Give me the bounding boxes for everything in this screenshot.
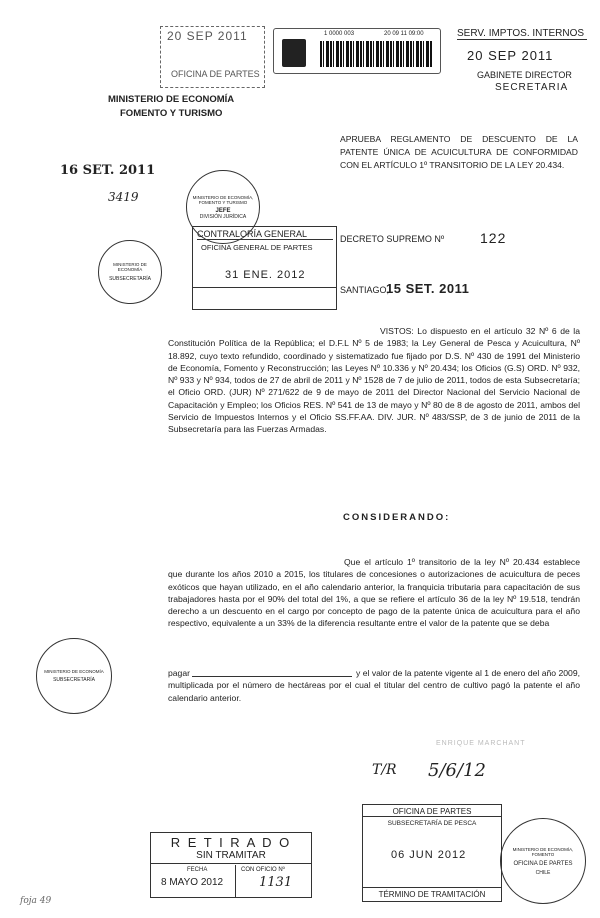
round-stamp-left-center: SUBSECRETARÍA [109,276,151,282]
termino-line4: TÉRMINO DE TRAMITACIÓN [363,887,501,899]
round-stamp-bottom-top: MINISTERIO DE ECONOMÍA, FOMENTO [512,846,574,857]
pesca-round-stamp [36,638,112,714]
handwritten-date: 16 SET. 2011 [60,163,156,178]
top-office-stamp [160,26,265,88]
round-stamp-ministry-center2: DIVISIÓN JURÍDICA [199,213,247,220]
contraloria-stamp [192,226,337,310]
retirado-fecha: 8 MAYO 2012 [161,877,224,888]
barcode [320,41,432,67]
oficina-partes-round-stamp [500,818,586,904]
sii-line3: GABINETE DIRECTOR [477,70,572,80]
handwritten-tr-date: 5/6/12 [428,760,486,781]
contraloria-date: 31 ENE. 2012 [225,269,306,281]
decree-number: 122 [480,230,507,246]
termino-line1: OFICINA DE PARTES [363,807,501,817]
round-stamp-ministry-top: MINISTERIO DE ECONOMÍA, FOMENTO Y TURISMO [192,194,254,205]
termino-date: 06 JUN 2012 [391,849,467,861]
handwritten-tr: T/R [372,762,397,778]
subsecretaria-round-stamp [98,240,162,304]
retirado-fecha-label: FECHA [187,867,208,873]
considerando-paragraph-continued: y el valor de la patente vigente al 1 de enero del año 2009, multiplicada por el número de hectáreas por el cual el titular del centro de cultivo pagó la patente el año calendario anterior. [168,668,580,703]
retirado-stamp [150,832,312,898]
sii-line4: SECRETARIA [495,82,569,93]
sii-date: 20 SEP 2011 [467,48,554,63]
round-stamp-ministry-center1: JEFE [215,207,231,214]
sii-line1: SERV. IMPTOS. INTERNOS [457,28,587,40]
pesca-stamp-top: MINISTERIO DE ECONOMÍA [44,669,104,674]
vistos-paragraph: VISTOS: Lo dispuesto en el artículo 32 Nº 6 de la Constitución Política de la República; el D.F.L Nº 5 de 1983; la Ley General de Pesca y Acuicultura, Nº 18.892, cuyo texto refundido, coordinado y sistematizado fue fijado por D.S. Nº 430 de 1991 del Ministerio de Economía, Fomento y Reconstrucción; las Leyes Nº 10.336 y Nº 20.434; los Oficios (G.S) ORD. Nº 932, Nº 933 y Nº 934, todos de 27 de abril de 2011 y Nº 1528 de 7 de julio de 2011, todos de esta Subsecretaría; el Oficio ORD. (JUR) Nº 271/622 de 9 de mayo de 2011 del Director Nacional del Servicio Nacional de Capacitación y Empleo; los Oficios RES. Nº 541 de 13 de mayo y Nº 80 de 8 de agosto de 2011, ambos del Servicio de Impuestos Internos y el Oficio SS.FF.AA. DIV. JUR. Nº 483/SSP, de 3 de junio de 2011 de la Subsecretaría para las Fuerzas Armadas. [168,326,580,435]
decree-date: 15 SET. 2011 [386,281,470,296]
decree-subject: APRUEBA REGLAMENTO DE DESCUENTO DE LA PATENTE ÚNICA DE ACUICULTURA DE CONFORMIDAD CON EL ARTÍCULO 1º TRANSITORIO DE LA LEY 20.434. [340,134,578,170]
top-stamp-line1: OFICINA DE PARTES [171,69,260,79]
retirado-title: R E T I R A D O [170,835,292,850]
round-stamp-bottom-center: OFICINA DE PARTES [513,860,573,867]
contraloria-divider [193,287,336,288]
termino-line2: SUBSECRETARÍA DE PESCA [387,820,477,827]
retirado-oficio: 1131 [259,875,293,890]
signature-text: ENRIQUE MARCHANT [436,740,526,747]
handwritten-number: 3419 [108,190,139,204]
decree-label: DECRETO SUPREMO Nº [340,234,445,244]
ministry-line2: FOMENTO Y TURISMO [120,108,223,119]
round-stamp-left-top: MINISTERIO DE ECONOMÍA [113,262,147,272]
contraloria-line2: OFICINA GENERAL DE PARTES [201,243,313,252]
retirado-divider [235,865,236,897]
ministry-line1: MINISTERIO DE ECONOMÍA [108,94,235,105]
sii-stamp [453,26,591,100]
round-stamp-bottom-bottom: CHILE [535,869,551,876]
contraloria-line1: CONTRALORÍA GENERAL [197,229,333,240]
considerando-title: CONSIDERANDO: [343,512,451,523]
retirado-subtitle: SIN TRAMITAR [151,850,311,864]
termino-stamp [362,804,502,902]
chile-logo [282,39,306,67]
considerando-pagar: pagar [168,668,190,678]
retirado-oficio-label: CON OFICIO Nº [241,867,285,873]
barcode-ref-right: 20 09 11 09:00 [384,31,424,37]
considerando-paragraph: Que el artículo 1º transitorio de la ley Nº 20.434 establece que durante los años 2010 a 2015, los titulares de concesiones o autorizaciones de acuicultura de peces exóticos que hayan utilizado, en el año calendario anterior, la franquicia tributaria para capacitación de sus trabajadores hasta por el 90% del total del 1%, a que se refiere el artículo 36 de la ley Nº 19.518, tendrán derecho a un descuento en el cargo por concepto de pago de la patente única de acuicultura para el año respectivo, equivalente a un 33% de la diferencia resultante entre el valor de la patente que se deba [168,557,580,629]
pesca-stamp-center: SUBSECRETARÍA [53,677,95,683]
decree-place: SANTIAGO, [340,285,390,295]
barcode-ref-left: 1 0000 003 [324,31,355,37]
top-stamp-date: 20 SEP 2011 [167,29,248,43]
barcode-label [273,28,441,74]
handwritten-bottom-left: foja 49 [20,896,52,906]
